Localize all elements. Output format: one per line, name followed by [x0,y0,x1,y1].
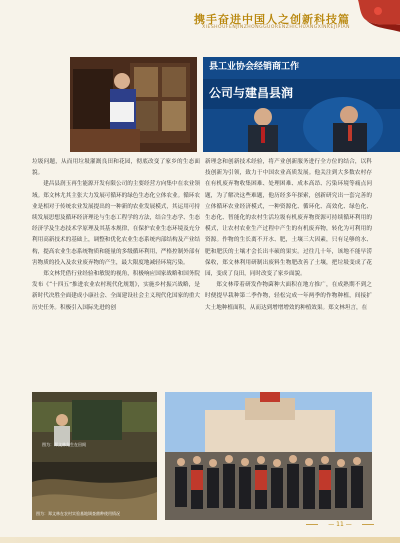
bottom-decoration [0,537,400,543]
left-column-text [32,157,200,314]
photo-man-reading [70,57,197,152]
photo-group [165,392,372,520]
paragraph: 垃圾问题，从而用垃圾灌溉良田和花园，彻底改变了家乡的生态面貌。 [32,159,200,177]
caption-top-photo: 图为：郑文林先生在田间 [42,442,86,447]
paragraph: 新理念和创新技术经验，将产业创新服务进行全方位的结合，以科技创新为引领，致力于中国农业高质发展。他关注到大多数农村存在有机废弃物收集困难、处理困难、成本高昂、污染环境等痛点问题，为了解决这些难题，他历经多年探索，创新研究出一套完善的立体循环农业经济模式，一种资源化、循环化、高效化、绿色化、生态化、智能化的农村生活垃圾有机废弃物资源可持续循环利用的模式，让农村农业生产过程中产生的有机废弃物，转化为可利用的资源。作物的生长离不开水、肥，土壤三大因素，只有足够的水、肥和肥沃的土壤才会长出丰硕的果实。过往几十年，该地不能早涝保收，郑文林利用研制出废料生物肥改善了土壤，把垃圾变成了花园，变成了良田，同时改变了家乡面貌。 [205,159,372,278]
page-header [0,0,400,40]
paragraph: 郑文林凭借行业经验和敏锐的视角，积极响应国家战略和国务院发布《“十四五”推进农业农村现代化规划》，实施乡村振兴战略，是新时代决胜全面建成小康社会、全面建设社会主义现代化国家的重大历史任务。积极引入国际先进的创 [32,271,200,311]
paragraph: 郑文林带着研发作物菌种大面积在地方推广，在成熟期不到之时便提早栽种第二季作物，轻松完成一年两季的作物种植，间接扩大土地种植面积，从而达到增增增效的种植效果。郑文林坦言，在 [205,282,372,311]
header-subtitle: XIESHOUFENJINZHONGGUORENZHICHUANGXINKEJIPIAN [202,25,350,30]
page-number: — 11 — [320,519,360,530]
banner-line-2: 公司与建昌县润 [209,86,294,100]
caption-bottom-photo: 图为：郑文林在农村实验基地调查菌种使用情况 [36,511,120,516]
paragraph: 建昌县润玉再生能源开发有限公司的主要经营方向集中在农业领域。郑文林尤其主张大力发展可循环的绿色生态化立体农业。循环农业是相对于传统农业发展提出的一种新的农业发展模式，其运用可持续发展思想及循环经济理论与生态工程学的方法，结合生态学、生态经济学及生态技术学原理及其基本规律，在保护农业生态环境及充分利用高新技术的基础上，调整和优化农业生态系统内部结构及产业结构，提高农业生态系统物质和能量的多级循环利用，严格控制外部有害物质的投入及农业废弃物的产生，最大限度地减轻环境污染。 [32,181,200,266]
banner-line-1: 县工业协会经销商工作 [209,62,300,72]
photo-farm-field [32,392,157,520]
header-title: 携手奋进中国人之创新科技篇 [194,13,350,26]
red-ribbon-decoration [348,0,400,40]
right-column-text [205,157,372,314]
photo-association-meeting [203,57,400,152]
